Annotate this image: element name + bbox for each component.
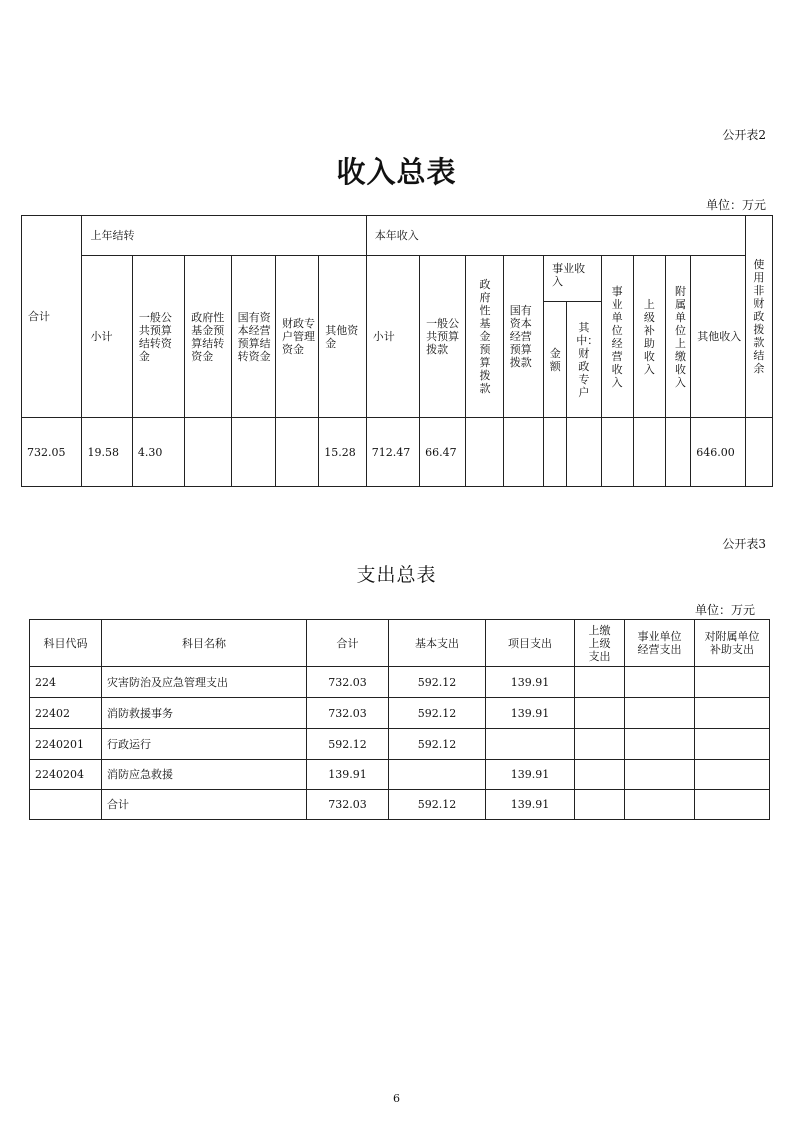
curr-gov-fund-value bbox=[465, 418, 503, 487]
curr-subtotal-value: 712.47 bbox=[366, 418, 419, 487]
row-total: 139.91 bbox=[307, 760, 389, 790]
current-income-header: 本年收入 bbox=[366, 216, 745, 256]
prev-special-value bbox=[275, 418, 318, 487]
curr-subtotal-header: 小计 bbox=[366, 256, 419, 418]
row-code: 2240201 bbox=[30, 729, 102, 760]
expense-unit: 单位：万元 bbox=[694, 603, 755, 617]
row-project bbox=[486, 729, 575, 760]
row-remit-superior bbox=[575, 729, 625, 760]
row-name: 消防应急救援 bbox=[102, 760, 307, 790]
prev-other-header: 其他资金 bbox=[319, 256, 366, 418]
affiliated-remit-value bbox=[666, 418, 691, 487]
page-number: 6 bbox=[393, 1092, 400, 1105]
affiliated-remit-header: 附属单位上缴收入 bbox=[666, 256, 691, 418]
row-project: 139.91 bbox=[486, 698, 575, 729]
table-row bbox=[30, 667, 770, 698]
table-row bbox=[30, 698, 770, 729]
expense-header-remit-superior: 上缴上级支出 bbox=[575, 620, 625, 667]
row-operating bbox=[625, 667, 695, 698]
row-total: 732.03 bbox=[307, 667, 389, 698]
expense-header-basic: 基本支出 bbox=[389, 620, 486, 667]
row-project: 139.91 bbox=[486, 667, 575, 698]
curr-state-capital-value bbox=[503, 418, 543, 487]
table-tag-3: 公开表3 bbox=[722, 537, 766, 551]
other-income-header: 其他收入 bbox=[691, 256, 745, 418]
row-remit-superior bbox=[575, 760, 625, 790]
row-basic: 592.12 bbox=[389, 667, 486, 698]
curr-state-capital-header: 国有资本经营预算拨款 bbox=[503, 256, 543, 418]
of-which-special-value bbox=[567, 418, 601, 487]
row-name: 合计 bbox=[102, 790, 307, 820]
expense-table bbox=[29, 619, 770, 820]
curr-gov-fund-header: 政府性基金预算拨款 bbox=[465, 256, 503, 418]
row-operating bbox=[625, 790, 695, 820]
row-project: 139.91 bbox=[486, 760, 575, 790]
expense-header-affiliated-subsidy: 对附属单位补助支出 bbox=[695, 620, 770, 667]
other-income-value: 646.00 bbox=[691, 418, 745, 487]
row-remit-superior bbox=[575, 698, 625, 729]
row-remit-superior bbox=[575, 790, 625, 820]
row-total: 592.12 bbox=[307, 729, 389, 760]
expense-title: 支出总表 bbox=[356, 564, 437, 586]
table-tag-2: 公开表2 bbox=[722, 128, 766, 142]
income-total-header: 合计 bbox=[22, 216, 82, 418]
row-basic bbox=[389, 760, 486, 790]
row-total: 732.03 bbox=[307, 698, 389, 729]
row-affiliated-subsidy bbox=[695, 667, 770, 698]
business-income-header: 事业收入 bbox=[544, 256, 601, 302]
row-code: 2240204 bbox=[30, 760, 102, 790]
income-unit: 单位：万元 bbox=[705, 198, 766, 212]
row-basic: 592.12 bbox=[389, 729, 486, 760]
row-affiliated-subsidy bbox=[695, 790, 770, 820]
prev-state-capital-header: 国有资本经营预算结转资金 bbox=[231, 256, 275, 418]
prev-other-value: 15.28 bbox=[319, 418, 366, 487]
row-code: 22402 bbox=[30, 698, 102, 729]
table-row bbox=[30, 729, 770, 760]
of-which-special-header: 其中：财政专户 bbox=[567, 302, 601, 418]
prev-general-header: 一般公共预算结转资金 bbox=[132, 256, 184, 418]
row-code: 224 bbox=[30, 667, 102, 698]
row-name: 行政运行 bbox=[102, 729, 307, 760]
use-surplus-value bbox=[745, 418, 772, 487]
expense-header-project: 项目支出 bbox=[486, 620, 575, 667]
amount-header: 金额 bbox=[544, 302, 567, 418]
prev-gov-fund-value bbox=[185, 418, 231, 487]
row-total: 732.03 bbox=[307, 790, 389, 820]
prev-state-capital-value bbox=[231, 418, 275, 487]
row-name: 消防救援事务 bbox=[102, 698, 307, 729]
row-basic: 592.12 bbox=[389, 790, 486, 820]
prev-subtotal-header: 小计 bbox=[82, 256, 132, 418]
row-affiliated-subsidy bbox=[695, 729, 770, 760]
superior-subsidy-value bbox=[633, 418, 665, 487]
amount-value bbox=[544, 418, 567, 487]
prev-general-value: 4.30 bbox=[132, 418, 184, 487]
row-operating bbox=[625, 729, 695, 760]
use-surplus-header: 使用非财政拨款结余 bbox=[745, 216, 772, 418]
income-title: 收入总表 bbox=[336, 155, 457, 189]
prev-gov-fund-header: 政府性基金预算结转资金 bbox=[185, 256, 231, 418]
row-operating bbox=[625, 760, 695, 790]
curr-general-value: 66.47 bbox=[420, 418, 465, 487]
expense-header-total: 合计 bbox=[307, 620, 389, 667]
prev-special-header: 财政专户管理资金 bbox=[275, 256, 318, 418]
row-remit-superior bbox=[575, 667, 625, 698]
operating-income-value bbox=[601, 418, 633, 487]
expense-header-operating: 事业单位经营支出 bbox=[625, 620, 695, 667]
prev-carryover-header: 上年结转 bbox=[82, 216, 366, 256]
income-table bbox=[21, 215, 773, 487]
income-total-value: 732.05 bbox=[22, 418, 82, 487]
row-name: 灾害防治及应急管理支出 bbox=[102, 667, 307, 698]
row-affiliated-subsidy bbox=[695, 760, 770, 790]
superior-subsidy-header: 上级补助收入 bbox=[633, 256, 665, 418]
table-row bbox=[30, 760, 770, 790]
operating-income-header: 事业单位经营收入 bbox=[601, 256, 633, 418]
row-project: 139.91 bbox=[486, 790, 575, 820]
row-operating bbox=[625, 698, 695, 729]
row-code bbox=[30, 790, 102, 820]
row-affiliated-subsidy bbox=[695, 698, 770, 729]
expense-header-name: 科目名称 bbox=[102, 620, 307, 667]
curr-general-header: 一般公共预算拨款 bbox=[420, 256, 465, 418]
prev-subtotal-value: 19.58 bbox=[82, 418, 132, 487]
table-row-total bbox=[30, 790, 770, 820]
row-basic: 592.12 bbox=[389, 698, 486, 729]
expense-header-code: 科目代码 bbox=[30, 620, 102, 667]
